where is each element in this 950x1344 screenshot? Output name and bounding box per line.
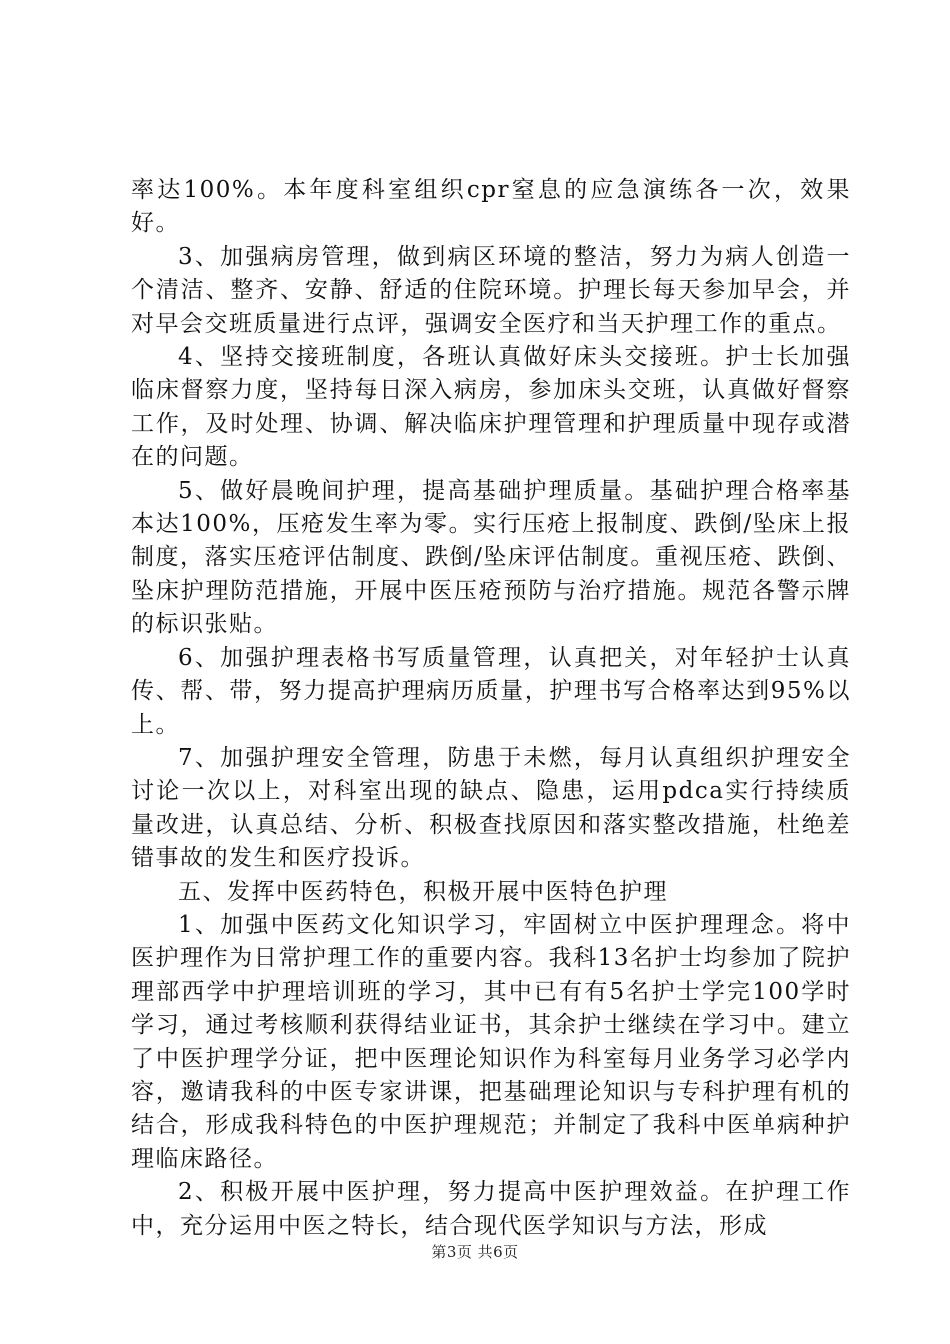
paragraph-8: 2、积极开展中医护理，努力提高中医护理效益。在护理工作中，充分运用中医之特长，结合现代医学知识与方法，形成 — [131, 1179, 851, 1239]
paragraph-1: 率达100%。本年度科室组织cpr窒息的应急演练各一次，效果好。 — [131, 177, 851, 237]
paragraph-4: 5、做好晨晚间护理，提高基础护理质量。基础护理合格率基本达100%，压疮发生率为零。实行压疮上报制度、跌倒/坠床上报制度，落实压疮评估制度、跌倒/坠床评估制度。重视压疮、跌倒、坠床护理防范措施，开展中医压疮预防与治疗措施。规范各警示牌的标识张贴。 — [131, 477, 851, 638]
page-footer: 第3页 共6页 — [431, 1243, 519, 1261]
paragraph-2: 3、加强病房管理，做到病区环境的整洁，努力为病人创造一个清洁、整齐、安静、舒适的住院环境。护理长每天参加早会，并对早会交班质量进行点评，强调安全医疗和当天护理工作的重点。 — [131, 243, 851, 337]
paragraph-6: 7、加强护理安全管理，防患于未燃，每月认真组织护理安全讨论一次以上，对科室出现的缺点、隐患，运用pdca实行持续质量改进，认真总结、分析、积极查找原因和落实整改措施，杜绝差错事故的发生和医疗投诉。 — [131, 744, 851, 872]
paragraph-7: 1、加强中医药文化知识学习，牢固树立中医护理理念。将中医护理作为日常护理工作的重要内容。我科13名护士均参加了院护理部西学中护理培训班的学习，其中已有有5名护士学完100学时学习，通过考核顺利获得结业证书，其余护士继续在学习中。建立了中医护理学分证，把中医理论知识作为科室每月业务学习必学内容，邀请我科的中医专家讲课，把基础理论知识与专科护理有机的结合，形成我科特色的中医护理规范；并制定了我科中医单病种护理临床路径。 — [131, 911, 851, 1172]
paragraph-5: 6、加强护理表格书写质量管理，认真把关，对年轻护士认真传、帮、带，努力提高护理病历质量，护理书写合格率达到95%以上。 — [131, 644, 851, 738]
section-heading: 五、发挥中医药特色，积极开展中医特色护理 — [178, 878, 668, 905]
paragraph-3: 4、坚持交接班制度，各班认真做好床头交接班。护士长加强临床督察力度，坚持每日深入病房，参加床头交班，认真做好督察工作，及时处理、协调、解决临床护理管理和护理质量中现存或潜在的问题。 — [131, 344, 851, 471]
document-body — [131, 174, 851, 1243]
